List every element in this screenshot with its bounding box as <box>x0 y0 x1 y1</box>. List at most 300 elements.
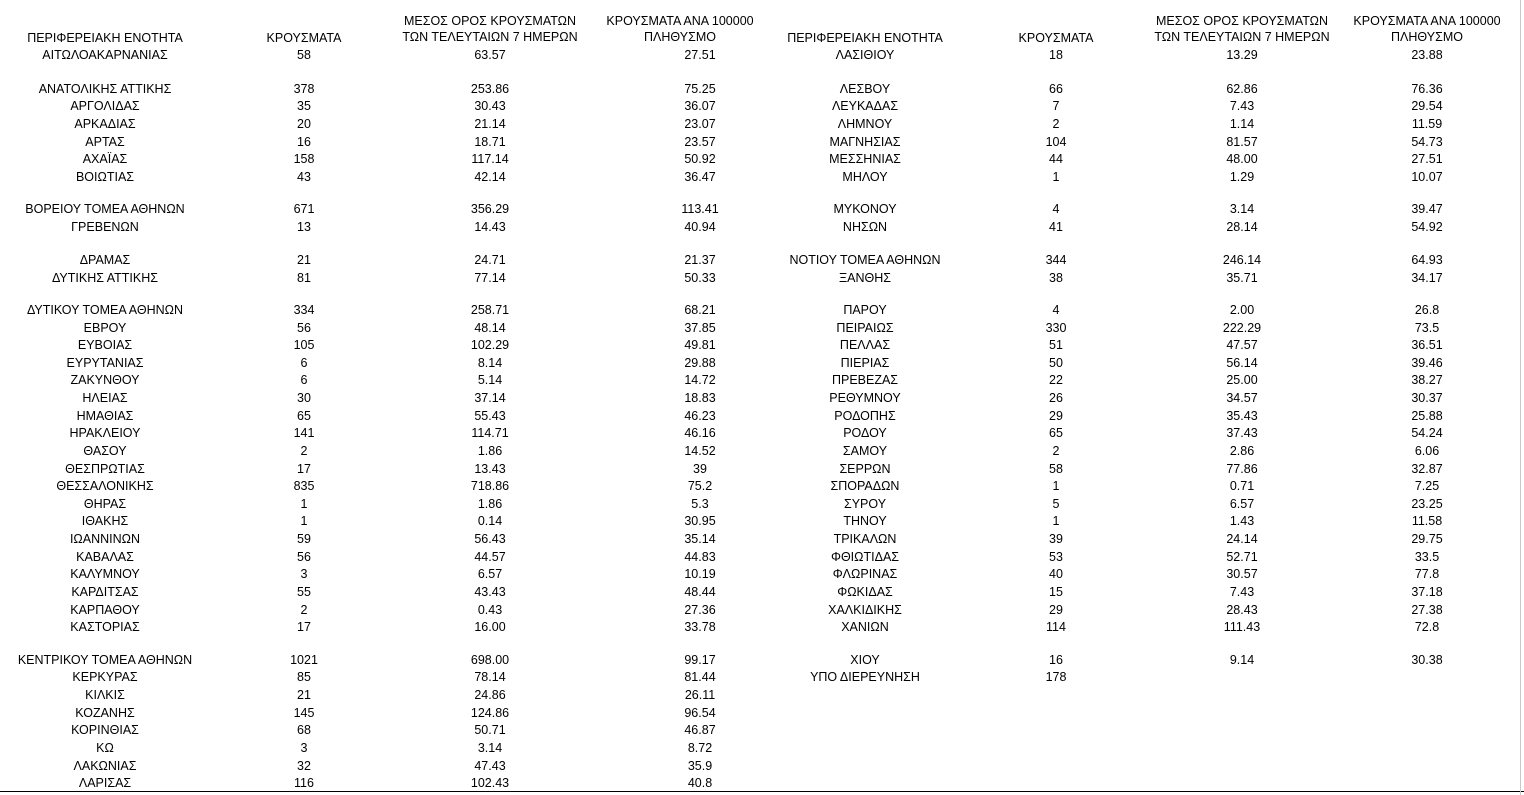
header-per100k-left-line2: ΠΛΗΘΥΣΜΟ <box>644 30 716 44</box>
avg7-cell: 48.14 <box>474 321 506 335</box>
avg7-cell: 0.14 <box>477 514 503 528</box>
region-cell: ΠΑΡΟΥ <box>843 303 887 317</box>
per100k-cell: 39.47 <box>1411 202 1443 216</box>
table-row <box>0 98 1524 115</box>
avg7-cell: 21.14 <box>474 117 506 131</box>
cases-cell: 178 <box>1045 670 1067 684</box>
region-cell: ΛΑΡΙΣΑΣ <box>78 776 132 790</box>
avg7-cell: 356.29 <box>470 202 510 216</box>
avg7-cell: 6.57 <box>477 567 503 581</box>
table-row <box>0 549 1524 566</box>
cases-cell: 2 <box>300 444 308 458</box>
avg7-cell: 7.43 <box>1229 99 1255 113</box>
cases-cell: 59 <box>297 532 311 546</box>
per100k-cell: 49.81 <box>684 338 716 352</box>
header-avg7-left-line1: ΜΕΣΟΣ ΟΡΟΣ ΚΡΟΥΣΜΑΤΩΝ <box>403 14 577 28</box>
avg7-cell: 117.14 <box>471 152 509 166</box>
table-row <box>0 461 1524 478</box>
table-row <box>0 201 1524 218</box>
cases-cell: 81 <box>297 271 311 285</box>
table-row <box>0 270 1524 287</box>
avg7-cell: 37.43 <box>1226 426 1258 440</box>
region-cell: ΚΙΛΚΙΣ <box>85 688 125 702</box>
per100k-cell: 27.36 <box>684 603 716 617</box>
region-cell: ΡΕΘΥΜΝΟΥ <box>829 391 901 405</box>
avg7-cell: 35.71 <box>1226 271 1258 285</box>
avg7-cell: 37.14 <box>474 391 506 405</box>
header-per100k-right-line1: ΚΡΟΥΣΜΑΤΑ ΑΝΑ 100000 <box>1353 14 1501 28</box>
region-cell: ΦΩΚΙΔΑΣ <box>837 585 893 599</box>
region-cell: ΝΗΣΩΝ <box>842 220 888 234</box>
cases-cell: 39 <box>1049 532 1063 546</box>
per100k-cell: 76.36 <box>1411 82 1443 96</box>
region-cell: ΑΝΑΤΟΛΙΚΗΣ ΑΤΤΙΚΗΣ <box>38 82 172 96</box>
cases-cell: 671 <box>293 202 315 216</box>
header-avg7-left-line2: ΤΩΝ ΤΕΛΕΥΤΑΙΩΝ 7 ΗΜΕΡΩΝ <box>402 30 578 44</box>
cases-cell: 32 <box>297 759 311 773</box>
table-row <box>0 652 1524 669</box>
per100k-cell: 23.07 <box>684 117 716 131</box>
per100k-cell: 23.88 <box>1411 48 1443 62</box>
per100k-cell: 33.5 <box>1414 550 1440 564</box>
cases-cell: 344 <box>1045 253 1067 267</box>
avg7-cell: 24.14 <box>1226 532 1258 546</box>
avg7-cell: 3.14 <box>477 741 503 755</box>
region-cell: ΗΛΕΙΑΣ <box>82 391 128 405</box>
avg7-cell: 28.14 <box>1226 220 1258 234</box>
per100k-cell: 50.33 <box>684 271 716 285</box>
avg7-cell: 222.29 <box>1222 321 1262 335</box>
cases-cell: 58 <box>297 48 311 62</box>
region-cell: ΑΧΑΪΑΣ <box>82 152 128 166</box>
header-avg7-right-line1: ΜΕΣΟΣ ΟΡΟΣ ΚΡΟΥΣΜΑΤΩΝ <box>1155 14 1329 28</box>
cases-cell: 105 <box>293 338 315 352</box>
avg7-cell: 246.14 <box>1222 253 1262 267</box>
per100k-cell: 25.88 <box>1411 409 1443 423</box>
table-row <box>0 425 1524 442</box>
cases-cell: 378 <box>293 82 315 96</box>
region-cell: ΛΑΣΙΘΙΟΥ <box>835 48 895 62</box>
cases-cell: 22 <box>1049 373 1063 387</box>
header-avg7-right <box>1142 13 1342 45</box>
region-cell: ΞΑΝΘΗΣ <box>839 271 891 285</box>
table-row <box>0 302 1524 319</box>
per100k-cell: 75.2 <box>687 479 713 493</box>
cases-cell: 114 <box>1046 620 1066 634</box>
avg7-cell: 47.57 <box>1226 338 1258 352</box>
region-cell: ΛΕΣΒΟΥ <box>839 82 891 96</box>
cases-cell: 2 <box>300 603 308 617</box>
region-cell: ΕΥΒΟΙΑΣ <box>77 338 133 352</box>
avg7-cell: 14.43 <box>474 220 506 234</box>
region-cell: ΜΗΛΟΥ <box>842 170 888 184</box>
per100k-cell: 33.78 <box>684 620 716 634</box>
avg7-cell: 9.14 <box>1229 653 1255 667</box>
region-cell: ΕΥΡΥΤΑΝΙΑΣ <box>66 356 144 370</box>
header-cases-right: ΚΡΟΥΣΜΑΤΑ <box>1018 31 1094 45</box>
region-cell: ΚΕΝΤΡΙΚΟΥ ΤΟΜΕΑ ΑΘΗΝΩΝ <box>17 653 193 667</box>
cases-cell: 18 <box>1049 48 1063 62</box>
cases-cell: 30 <box>297 391 311 405</box>
cases-cell: 2 <box>1052 444 1060 458</box>
region-cell: ΙΩΑΝΝΙΝΩΝ <box>69 532 141 546</box>
avg7-cell: 3.14 <box>1229 202 1255 216</box>
region-cell: ΦΛΩΡΙΝΑΣ <box>832 567 898 581</box>
region-cell: ΒΟΡΕΙΟΥ ΤΟΜΕΑ ΑΘΗΝΩΝ <box>25 202 185 216</box>
per100k-cell: 29.88 <box>684 356 716 370</box>
region-cell: ΑΙΤΩΛΟΑΚΑΡΝΑΝΙΑΣ <box>42 48 168 62</box>
avg7-cell: 43.43 <box>474 585 506 599</box>
header-region-left: ΠΕΡΙΦΕΡΕΙΑΚΗ ΕΝΟΤΗΤΑ <box>27 31 183 45</box>
region-cell: ΚΑΛΥΜΝΟΥ <box>70 567 140 581</box>
header-cases-left: ΚΡΟΥΣΜΑΤΑ <box>266 31 342 45</box>
header-per100k-right <box>1342 13 1512 45</box>
cases-cell: 16 <box>1049 653 1063 667</box>
avg7-cell: 44.57 <box>474 550 506 564</box>
avg7-cell: 52.71 <box>1226 550 1258 564</box>
avg7-cell: 1.14 <box>1229 117 1255 131</box>
cases-cell: 41 <box>1049 220 1063 234</box>
table-row <box>0 566 1524 583</box>
avg7-cell: 111.43 <box>1223 620 1261 634</box>
cases-cell: 65 <box>297 409 311 423</box>
cases-cell: 1021 <box>290 653 318 667</box>
region-cell: ΒΟΙΩΤΙΑΣ <box>75 170 135 184</box>
per100k-cell: 30.95 <box>684 514 716 528</box>
cases-cell: 56 <box>297 321 311 335</box>
region-cell: ΡΟΔΟΠΗΣ <box>834 409 896 423</box>
per100k-cell: 35.14 <box>684 532 716 546</box>
per100k-cell: 40.94 <box>684 220 716 234</box>
table-row <box>0 355 1524 372</box>
avg7-cell: 13.43 <box>474 462 506 476</box>
per100k-cell: 7.25 <box>1414 479 1440 493</box>
table-row <box>0 408 1524 425</box>
avg7-cell: 102.29 <box>470 338 510 352</box>
cases-cell: 5 <box>1052 497 1060 511</box>
avg7-cell: 55.43 <box>474 409 506 423</box>
cases-cell: 1 <box>300 497 308 511</box>
cases-cell: 50 <box>1049 356 1063 370</box>
table-row <box>0 443 1524 460</box>
region-cell: ΡΟΔΟΥ <box>843 426 887 440</box>
avg7-cell: 30.57 <box>1226 567 1258 581</box>
per100k-cell: 46.23 <box>684 409 716 423</box>
per100k-cell: 37.85 <box>684 321 716 335</box>
region-cell: ΝΟΤΙΟΥ ΤΟΜΕΑ ΑΘΗΝΩΝ <box>789 253 941 267</box>
region-cell: ΠΕΛΛΑΣ <box>839 338 891 352</box>
cases-cell: 56 <box>297 550 311 564</box>
avg7-cell: 77.86 <box>1226 462 1258 476</box>
cases-cell: 6 <box>300 373 308 387</box>
table-row <box>0 390 1524 407</box>
cases-cell: 68 <box>297 723 311 737</box>
cases-cell: 58 <box>1049 462 1063 476</box>
per100k-cell: 73.5 <box>1414 321 1440 335</box>
cases-cell: 40 <box>1049 567 1063 581</box>
per100k-cell: 35.9 <box>687 759 713 773</box>
per100k-cell: 72.8 <box>1414 620 1440 634</box>
avg7-cell: 102.43 <box>470 776 510 790</box>
cases-cell: 15 <box>1049 585 1063 599</box>
region-cell: ΔΥΤΙΚΟΥ ΤΟΜΕΑ ΑΘΗΝΩΝ <box>26 303 184 317</box>
region-cell: ΚΑΣΤΟΡΙΑΣ <box>70 620 140 634</box>
header-per100k-right-line2: ΠΛΗΘΥΣΜΟ <box>1391 30 1463 44</box>
region-cell: ΛΕΥΚΑΔΑΣ <box>831 99 899 113</box>
avg7-cell: 48.00 <box>1226 152 1258 166</box>
cases-cell: 17 <box>297 620 311 634</box>
per100k-cell: 26.8 <box>1414 303 1440 317</box>
cases-cell: 145 <box>293 706 315 720</box>
per100k-cell: 34.17 <box>1411 271 1443 285</box>
cases-cell: 330 <box>1045 321 1067 335</box>
avg7-cell: 16.00 <box>474 620 506 634</box>
table-row <box>0 669 1524 686</box>
table-row <box>0 81 1524 98</box>
per100k-cell: 32.87 <box>1411 462 1443 476</box>
avg7-cell: 18.71 <box>474 135 506 149</box>
per100k-cell: 48.44 <box>684 585 716 599</box>
region-cell: ΔΡΑΜΑΣ <box>79 253 131 267</box>
per100k-cell: 27.51 <box>1411 152 1443 166</box>
region-cell: ΦΘΙΩΤΙΔΑΣ <box>830 550 900 564</box>
cases-cell: 4 <box>1052 303 1060 317</box>
avg7-cell: 253.86 <box>470 82 510 96</box>
table-row <box>0 134 1524 151</box>
avg7-cell: 78.14 <box>474 670 506 684</box>
per100k-cell: 10.19 <box>684 567 716 581</box>
cases-cell: 4 <box>1052 202 1060 216</box>
avg7-cell: 1.86 <box>477 444 503 458</box>
avg7-cell: 35.43 <box>1226 409 1258 423</box>
per100k-cell: 27.51 <box>684 48 716 62</box>
per100k-cell: 29.54 <box>1411 99 1443 113</box>
per100k-cell: 36.07 <box>684 99 716 113</box>
table-row <box>0 513 1524 530</box>
cases-cell: 141 <box>293 426 315 440</box>
region-cell: ΚΟΖΑΝΗΣ <box>75 706 135 720</box>
avg7-cell: 1.86 <box>477 497 503 511</box>
avg7-cell: 2.86 <box>1229 444 1255 458</box>
per100k-cell: 54.92 <box>1411 220 1443 234</box>
per100k-cell: 46.16 <box>684 426 716 440</box>
region-cell: ΘΑΣΟΥ <box>83 444 127 458</box>
avg7-cell: 2.00 <box>1229 303 1255 317</box>
region-cell: ΛΗΜΝΟΥ <box>837 117 893 131</box>
cases-cell: 29 <box>1049 603 1063 617</box>
cases-cell: 7 <box>1052 99 1060 113</box>
table-row <box>0 320 1524 337</box>
region-cell: ΣΕΡΡΩΝ <box>839 462 891 476</box>
table-row <box>0 619 1524 636</box>
avg7-cell: 718.86 <box>470 479 510 493</box>
avg7-cell: 8.14 <box>477 356 503 370</box>
region-cell: ΧΑΛΚΙΔΙΚΗΣ <box>828 603 902 617</box>
per100k-cell: 5.3 <box>691 497 709 511</box>
cases-cell: 85 <box>297 670 311 684</box>
region-cell: ΔΥΤΙΚΗΣ ΑΤΤΙΚΗΣ <box>52 271 158 285</box>
avg7-cell: 0.43 <box>477 603 503 617</box>
region-cell: ΗΡΑΚΛΕΙΟΥ <box>69 426 141 440</box>
cases-cell: 334 <box>293 303 315 317</box>
region-cell: ΣΠΟΡΑΔΩΝ <box>830 479 900 493</box>
avg7-cell: 42.14 <box>474 170 506 184</box>
per100k-cell: 27.38 <box>1411 603 1443 617</box>
table-row <box>0 722 1524 739</box>
per100k-cell: 46.87 <box>684 723 716 737</box>
per100k-cell: 10.07 <box>1411 170 1443 184</box>
per100k-cell: 36.51 <box>1411 338 1443 352</box>
per100k-cell: 26.11 <box>684 688 716 702</box>
table-row <box>0 584 1524 601</box>
cases-cell: 21 <box>297 253 311 267</box>
region-cell: ΠΕΙΡΑΙΩΣ <box>836 321 894 335</box>
region-cell: ΙΘΑΚΗΣ <box>81 514 129 528</box>
region-cell: ΤΗΝΟΥ <box>843 514 887 528</box>
region-cell: ΛΑΚΩΝΙΑΣ <box>73 759 137 773</box>
avg7-cell: 258.71 <box>470 303 510 317</box>
per100k-cell: 30.38 <box>1411 653 1443 667</box>
per100k-cell: 11.59 <box>1411 117 1443 131</box>
region-cell: ΚΩ <box>96 741 114 755</box>
cases-cell: 104 <box>1045 135 1067 149</box>
avg7-cell: 50.71 <box>474 723 506 737</box>
per100k-cell: 8.72 <box>687 741 713 755</box>
cases-cell: 1 <box>300 514 308 528</box>
avg7-cell: 7.43 <box>1229 585 1255 599</box>
avg7-cell: 0.71 <box>1229 479 1255 493</box>
avg7-cell: 56.43 <box>474 532 506 546</box>
per100k-cell: 81.44 <box>684 670 716 684</box>
region-cell: ΜΥΚΟΝΟΥ <box>833 202 897 216</box>
per100k-cell: 50.92 <box>684 152 716 166</box>
region-cell: ΜΑΓΝΗΣΙΑΣ <box>829 135 901 149</box>
header-avg7-left <box>390 13 590 45</box>
per100k-cell: 23.57 <box>684 135 716 149</box>
table-row <box>0 478 1524 495</box>
avg7-cell: 698.00 <box>470 653 510 667</box>
avg7-cell: 5.14 <box>477 373 503 387</box>
region-cell: ΚΟΡΙΝΘΙΑΣ <box>71 723 139 737</box>
region-cell: ΖΑΚΥΝΘΟΥ <box>70 373 140 387</box>
region-cell: ΑΡΤΑΣ <box>85 135 125 149</box>
per100k-cell: 54.24 <box>1411 426 1443 440</box>
per100k-cell: 14.72 <box>684 373 716 387</box>
bottom-border <box>0 791 1524 792</box>
header-per100k-left-line1: ΚΡΟΥΣΜΑΤΑ ΑΝΑ 100000 <box>606 14 754 28</box>
region-cell: ΧΙΟΥ <box>850 653 880 667</box>
cases-cell: 65 <box>1049 426 1063 440</box>
per100k-cell: 23.25 <box>1411 497 1443 511</box>
cases-cell: 35 <box>297 99 311 113</box>
cases-cell: 13 <box>297 220 311 234</box>
cases-cell: 55 <box>297 585 311 599</box>
per100k-cell: 40.8 <box>687 776 713 790</box>
region-cell: ΚΑΒΑΛΑΣ <box>76 550 134 564</box>
avg7-cell: 30.43 <box>474 99 506 113</box>
avg7-cell: 1.43 <box>1229 514 1255 528</box>
table-row <box>0 740 1524 757</box>
table-row <box>0 169 1524 186</box>
table-row <box>0 116 1524 133</box>
region-cell: ΠΡΕΒΕΖΑΣ <box>831 373 899 387</box>
cases-cell: 1 <box>1052 514 1060 528</box>
table-row <box>0 758 1524 775</box>
cases-cell: 53 <box>1049 550 1063 564</box>
per100k-cell: 37.18 <box>1411 585 1443 599</box>
region-cell: ΠΙΕΡΙΑΣ <box>840 356 890 370</box>
region-cell: ΕΒΡΟΥ <box>83 321 127 335</box>
table-row <box>0 337 1524 354</box>
region-cell: ΘΕΣΣΑΛΟΝΙΚΗΣ <box>56 479 154 493</box>
cases-cell: 29 <box>1049 409 1063 423</box>
cases-cell: 1 <box>1052 479 1060 493</box>
cases-cell: 116 <box>294 776 314 790</box>
per100k-cell: 6.06 <box>1414 444 1440 458</box>
per100k-cell: 36.47 <box>684 170 716 184</box>
table-row <box>0 775 1524 792</box>
region-cell: ΑΡΚΑΔΙΑΣ <box>74 117 136 131</box>
region-cell: ΤΡΙΚΑΛΩΝ <box>833 532 897 546</box>
cases-cell: 1 <box>1052 170 1060 184</box>
region-cell: ΚΕΡΚΥΡΑΣ <box>72 670 138 684</box>
cases-cell: 16 <box>297 135 311 149</box>
avg7-cell: 62.86 <box>1226 82 1258 96</box>
cases-cell: 38 <box>1049 271 1063 285</box>
cases-cell: 51 <box>1049 338 1063 352</box>
per100k-cell: 75.25 <box>684 82 716 96</box>
header-per100k-left <box>590 13 770 45</box>
table-row <box>0 219 1524 236</box>
per100k-cell: 14.52 <box>684 444 716 458</box>
cases-cell: 21 <box>297 688 311 702</box>
cases-cell: 66 <box>1049 82 1063 96</box>
per100k-cell: 18.83 <box>684 391 716 405</box>
per100k-cell: 38.27 <box>1411 373 1443 387</box>
region-cell: ΜΕΣΣΗΝΙΑΣ <box>829 152 901 166</box>
region-cell: ΣΥΡΟΥ <box>843 497 887 511</box>
table-row <box>0 151 1524 168</box>
per100k-cell: 30.37 <box>1411 391 1443 405</box>
cases-cell: 158 <box>293 152 315 166</box>
avg7-cell: 77.14 <box>474 271 506 285</box>
avg7-cell: 28.43 <box>1226 603 1258 617</box>
region-cell: ΧΑΝΙΩΝ <box>841 620 889 634</box>
avg7-cell: 63.57 <box>474 48 506 62</box>
cases-cell: 20 <box>297 117 311 131</box>
avg7-cell: 24.71 <box>474 253 506 267</box>
per100k-cell: 96.54 <box>684 706 716 720</box>
header-region-right: ΠΕΡΙΦΕΡΕΙΑΚΗ ΕΝΟΤΗΤΑ <box>787 31 943 45</box>
per100k-cell: 44.83 <box>684 550 716 564</box>
avg7-cell: 6.57 <box>1229 497 1255 511</box>
table-row <box>0 705 1524 722</box>
cases-cell: 43 <box>297 170 311 184</box>
region-cell: ΑΡΓΟΛΙΔΑΣ <box>70 99 140 113</box>
avg7-cell: 13.29 <box>1226 48 1258 62</box>
table-row <box>0 496 1524 513</box>
per100k-cell: 99.17 <box>684 653 716 667</box>
region-cell: ΚΑΡΠΑΘΟΥ <box>70 603 140 617</box>
cases-cell: 26 <box>1049 391 1063 405</box>
avg7-cell: 1.29 <box>1229 170 1255 184</box>
cases-cell: 44 <box>1049 152 1063 166</box>
per100k-cell: 21.37 <box>684 253 716 267</box>
avg7-cell: 81.57 <box>1226 135 1258 149</box>
per100k-cell: 11.58 <box>1411 514 1443 528</box>
avg7-cell: 25.00 <box>1226 373 1258 387</box>
per100k-cell: 29.75 <box>1411 532 1443 546</box>
